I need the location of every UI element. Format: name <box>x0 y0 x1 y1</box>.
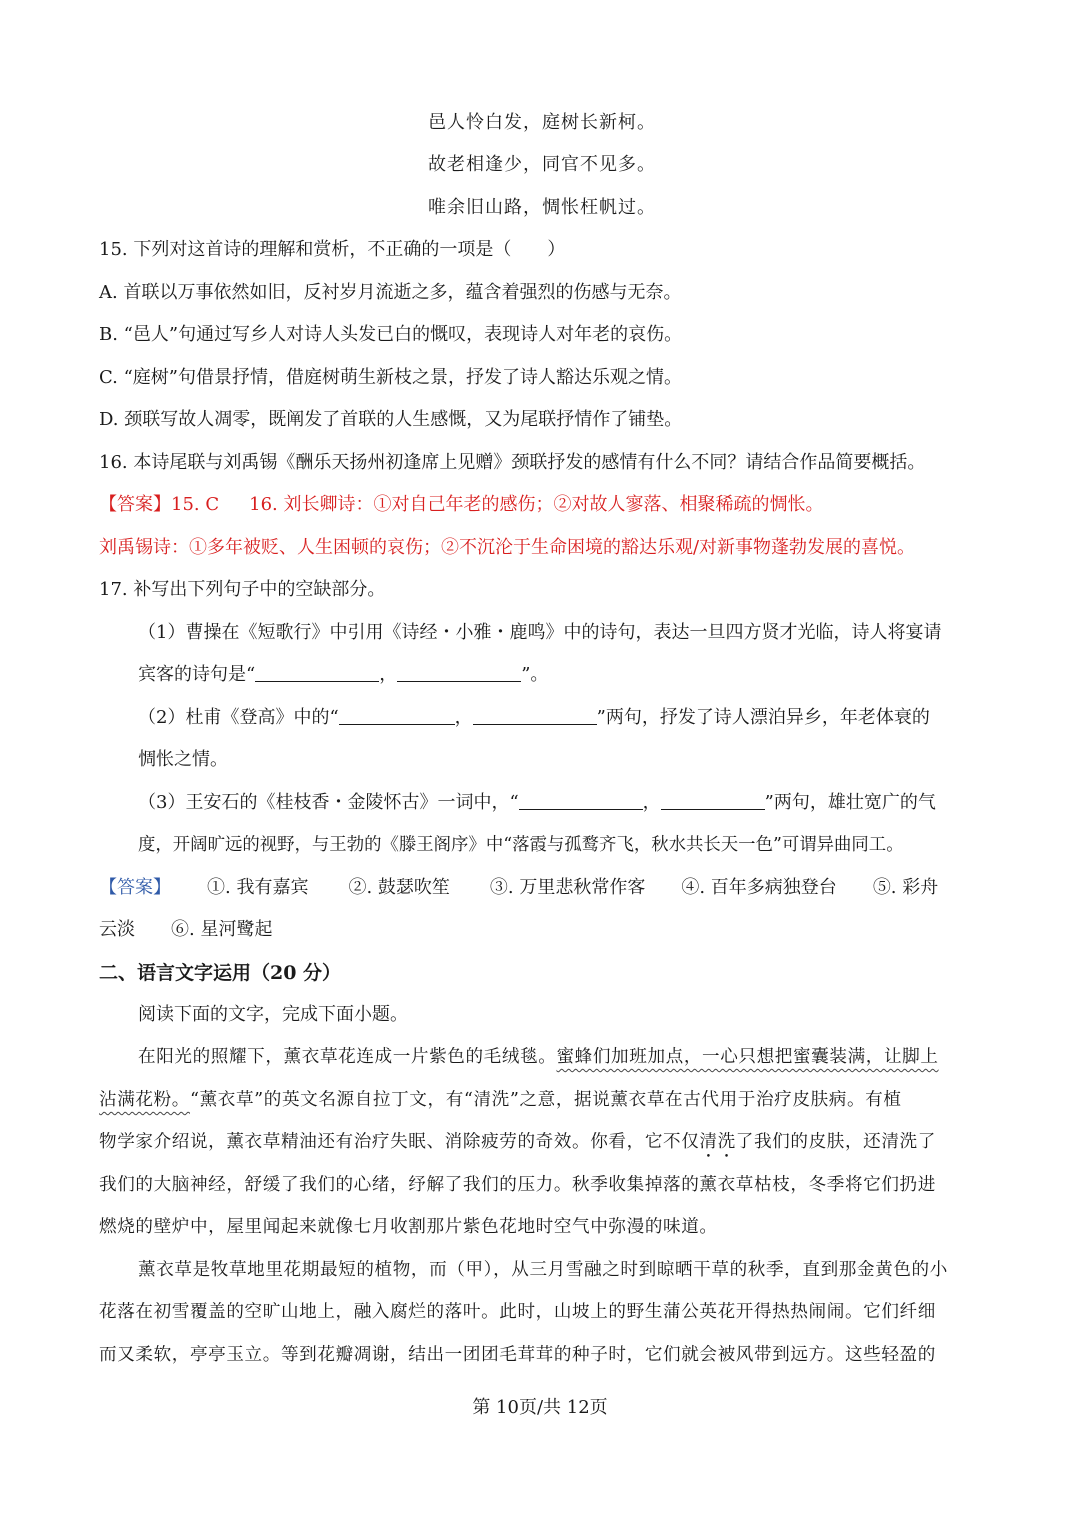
fill-blank-3[interactable] <box>339 706 455 725</box>
poem-line-3: 唯余旧山路，惆怅枉帆过。 <box>428 197 656 218</box>
section-heading: 二、语言文字运用（20 分） <box>99 962 342 984</box>
answer-17-cont: 云淡 ⑥. 星河鹭起 <box>99 919 273 940</box>
question-15-stem: 15. 下列对这首诗的理解和赏析，不正确的一项是（ ） <box>99 239 566 260</box>
question-17-stem: 17. 补写出下列句子中的空缺部分。 <box>99 579 386 600</box>
fill-blank-2[interactable] <box>397 663 521 682</box>
question-15-option-d: D. 颈联写故人凋零，既阐发了首联的人生感慨，又为尾联抒情作了铺垫。 <box>99 409 683 430</box>
question-15-option-a: A. 首联以万事依然如旧，反衬岁月流逝之多，蕴含着强烈的伤感与无奈。 <box>99 282 682 303</box>
answer-tag: 【答案】 <box>99 877 171 898</box>
fill-blank-5[interactable] <box>519 791 643 810</box>
question-17-part-2: （2）杜甫《登高》中的“ ， ”两句，抒发了诗人漂泊异乡，年老体衰的 <box>138 707 930 728</box>
question-17-part-3-cont: 度，开阔旷远的视野，与王勃的《滕王阁序》中“落霞与孤鹜齐飞，秋水共长天一色”可谓异曲同工。 <box>138 835 904 855</box>
passage-p1-line-5: 燃烧的壁炉中，屋里闻起来就像七月收割那片紫色花地时空气中弥漫的味道。 <box>99 1217 718 1237</box>
passage-p1-line-3: 物学家介绍说，薰衣草精油还有治疗失眠、消除疲劳的奇效。你看，它不仅清洗了我们的皮肤，还清洗了 <box>99 1132 936 1152</box>
passage-p1-line-2: 沾满花粉。“薰衣草”的英文名源自拉丁文，有“清洗”之意，据说薰衣草在古代用于治疗皮肤病。有植 <box>99 1090 902 1110</box>
page-number: 第 10页/共 12页 <box>472 1397 608 1418</box>
question-17-part-2-cont: 惆怅之情。 <box>138 749 228 770</box>
question-15-option-b: B. “邑人”句通过写乡人对诗人头发已白的慨叹，表现诗人对年老的哀伤。 <box>99 324 683 345</box>
answer-15-16 <box>99 493 982 517</box>
answer-16-line-2: 刘禹锡诗：①多年被贬、人生困顿的哀伤；②不沉沦于生命困境的豁达乐观/对新事物蓬勃发展的喜悦。 <box>99 537 916 558</box>
answer-tag: 【答案】 <box>99 494 171 515</box>
passage-p2-line-1: 薰衣草是牧草地里花期最短的植物，而（甲），从三月雪融之时到晾晒干草的秋季，直到那金黄色的小 <box>138 1260 948 1280</box>
passage-p2-line-2: 花落在初雪覆盖的空旷山地上，融入腐烂的落叶。此时，山坡上的野生蒲公英花开得热热闹闹。它们纤细 <box>99 1302 936 1322</box>
question-17-part-3: （3）王安石的《桂枝香・金陵怀古》一词中，“ ， ”两句，雄壮宽广的气 <box>138 792 936 813</box>
poem-line-2: 故老相逢少，同官不见多。 <box>428 154 656 175</box>
poem-line-1: 邑人怜白发，庭树长新柯。 <box>428 112 656 133</box>
answer-17: 【答案】 ①. 我有嘉宾 ②. 鼓瑟吹笙 ③. 万里悲秋常作客 ④. 百年多病独登台 ⑤. 彩舟 <box>99 877 939 898</box>
fill-blank-6[interactable] <box>661 791 765 810</box>
question-16-stem: 16. 本诗尾联与刘禹锡《酬乐天扬州初逢席上见赠》颈联抒发的感情有什么不同？请结合作品简要概括。 <box>99 452 926 473</box>
answer-15: 15. C <box>171 494 220 515</box>
section-intro: 阅读下面的文字，完成下面小题。 <box>138 1004 408 1025</box>
passage-p2-line-3: 而又柔软，亭亭玉立。等到花瓣凋谢，结出一团团毛茸茸的种子时，它们就会被风带到远方。这些轻盈的 <box>99 1345 936 1365</box>
passage-p1-line-4: 我们的大脑神经，舒缓了我们的心绪，纾解了我们的压力。秋季收集掉落的薰衣草枯枝，冬季将它们扔进 <box>99 1175 936 1195</box>
fill-blank-1[interactable] <box>255 663 379 682</box>
passage-p1-line-1: 在阳光的照耀下，薰衣草花连成一片紫色的毛绒毯。蜜蜂们加班加点，一心只想把蜜囊装满，让脚上 <box>138 1047 939 1067</box>
question-17-part-1: （1）曹操在《短歌行》中引用《诗经・小雅・鹿鸣》中的诗句，表达一旦四方贤才光临，诗人将宴请 <box>138 622 942 643</box>
answer-16: 16. 刘长卿诗：①对自己年老的感伤；②对故人寥落、相聚稀疏的惆怅。 <box>249 494 824 515</box>
fill-blank-4[interactable] <box>473 706 597 725</box>
question-15-option-c: C. “庭树”句借景抒情，借庭树萌生新枝之景，抒发了诗人豁达乐观之情。 <box>99 367 682 388</box>
question-17-part-1-cont: 宾客的诗句是“ ， ”。 <box>138 664 549 685</box>
